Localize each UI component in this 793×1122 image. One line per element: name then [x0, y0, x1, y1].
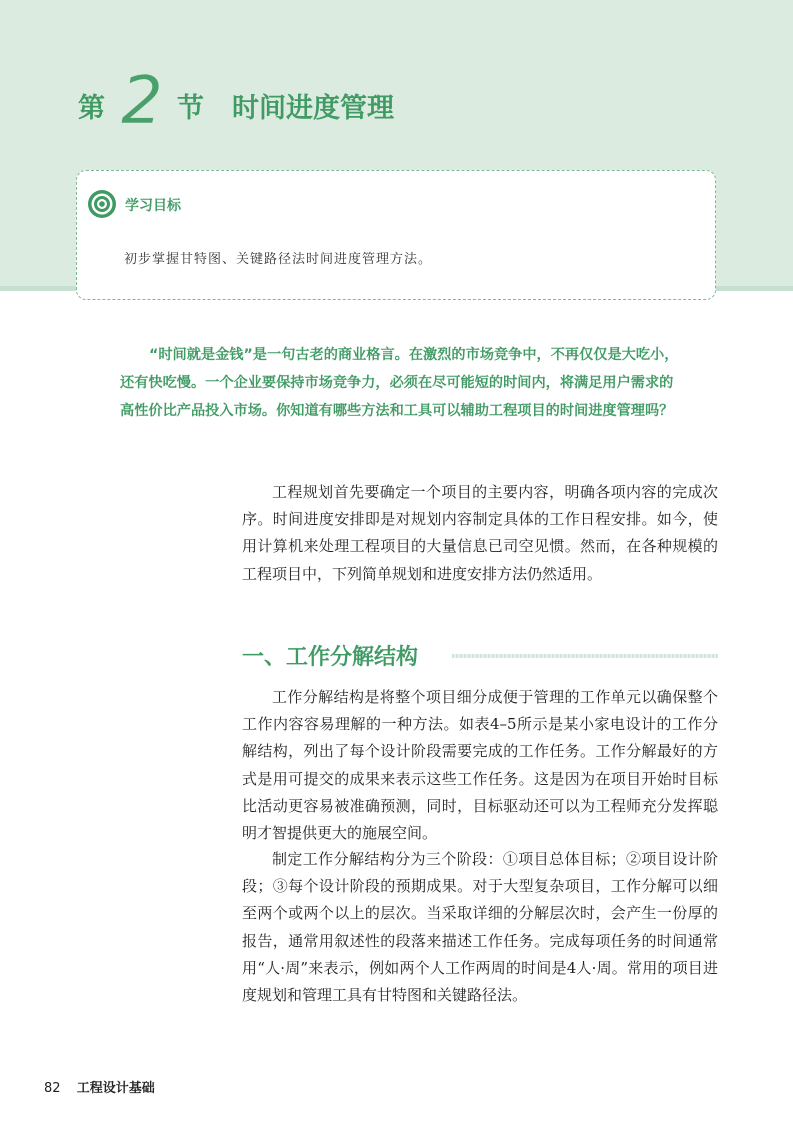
learning-goal-text: 初步掌握甘特图、关键路径法时间进度管理方法。 — [124, 252, 433, 267]
body-paragraph-2: 工作分解结构是将整个项目细分成便于管理的工作单元以确保整个工作内容容易理解的一种方法。如表4–5所示是某小家电设计的工作分解结构，列出了每个设计阶段需要完成的工作任务。工作分解最好的方式是用可提交的成果来表示这些工作任务。这是因为在项目开始时目标比活动更容易被准确预测，同时，目标驱动还可以为工程师充分发挥聪明才智提供更大的施展空间。 — [242, 688, 718, 843]
learning-goal-box — [76, 170, 716, 300]
chapter-prefix: 第 — [78, 92, 105, 124]
body-paragraph-3: 制定工作分解结构分为三个阶段：①项目总体目标；②项目设计阶段；③每个设计阶段的预期成果。对于大型复杂项目，工作分解可以细至两个或两个以上的层次。当采取详细的分解层次时，会产生一份厚的报告，通常用叙述性的段落来描述工作任务。完成每项任务的时间通常用“人·周”来表示，例如两个人工作两周的时间是4人·周。常用的项目进度规划和管理工具有甘特图和关键路径法。 — [242, 850, 718, 1005]
section-title-rule — [452, 654, 718, 658]
section-title: 一、工作分解结构 — [242, 645, 419, 670]
body-paragraph-1: 工程规划首先要确定一个项目的主要内容，明确各项内容的完成次序。时间进度安排即是对规划内容制定具体的工作日程安排。如今，使用计算机来处理工程项目的大量信息已司空见惯。然而，在各种规模的工程项目中，下列简单规划和进度安排方法仍然适用。 — [242, 483, 718, 583]
page-number: 82 — [44, 1081, 61, 1096]
learning-goal-label: 学习目标 — [125, 198, 181, 214]
intro-paragraph: “时间就是金钱”是一句古老的商业格言。在激烈的市场竞争中，不再仅仅是大吃小，还有快吃慢。一个企业要保持市场竞争力，必须在尽可能短的时间内，将满足用户需求的高性价比产品投入市场。你知道有哪些方法和工具可以辅助工程项目的时间进度管理吗？ — [120, 347, 679, 419]
chapter-suffix: 节 — [177, 92, 204, 124]
book-title: 工程设计基础 — [76, 1081, 155, 1096]
page-footer — [44, 1077, 155, 1096]
target-icon — [86, 188, 118, 220]
chapter-heading — [78, 62, 394, 140]
chapter-title: 时间进度管理 — [232, 92, 394, 124]
chapter-number: 2 — [121, 62, 163, 139]
